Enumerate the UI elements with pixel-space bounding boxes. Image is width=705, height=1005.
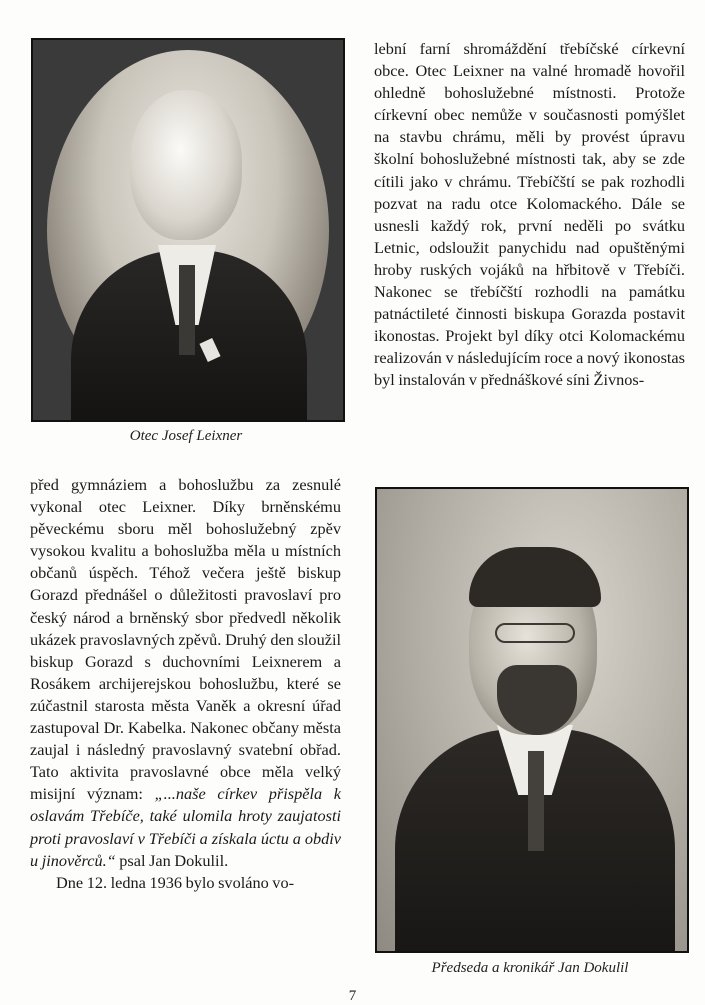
paragraph-next: Dne 12. ledna 1936 bylo svoláno vo- xyxy=(56,872,295,892)
portrait-photo-josef-leixner xyxy=(31,38,345,422)
text-column-left xyxy=(30,474,341,894)
portrait-head xyxy=(130,90,242,240)
text-column-right xyxy=(374,38,685,392)
portrait-tie xyxy=(528,751,544,851)
paragraph-left xyxy=(30,474,341,872)
portrait-tie xyxy=(179,265,195,355)
portrait-photo-jan-dokulil xyxy=(375,487,689,953)
page-number: 7 xyxy=(348,988,357,1004)
paragraph-right-top: lební farní shromáždění třebíčské církevní obce. Otec Leixner na valné hromadě hovořil ohledně bohoslužebné místnosti. Protože církevní obec nemůže v současnosti pomýšlet na stavbu chrámu, měli by provést úpravu školní bohoslužebné místnosti tak, aby se zde cítili jako v chrámu. Třebíčští se pak rozhodli pozvat na radu otce Kolomackého. Dále se usnesli každý rok, první neděli po svátku Letnic, odsloužit panychidu nad opuštěnými hroby ruských vojáků na hřbitově v Třebíči. Nakonec se třebíčští rozhodli na památku patnáctileté činnosti biskupa Gorazda postavit ikonostas. Projekt byl díky otci Kolomackému realizován v následujícím roce a nový ikonostas byl instalován v přednáškové síni Živnos- xyxy=(374,39,685,390)
quote-attribution: psal Jan Dokulil. xyxy=(115,850,229,870)
paragraph-left-text: před gymnáziem a bohoslužbu za zesnulé vykonal otec Leixner. Díky brněnskému pěveckému sboru měl bohoslužebný zpěv vysokou kvalitu a bohoslužba měla u místních občanů úspěch. Téhož večera ještě biskup Gorazd přednášel o důležitosti pravoslaví pro český národ a brněnský sbor předvedl několik ukázek pravoslavných zpěvů. Druhý den sloužil biskup Gorazd s duchovními Leixnerem a Rosákem archijerejskou bohoslužbu, které se zúčastnil starosta města Vaněk a okresní úřad zastupoval Dr. Kabelka. Nakonec občany města zaujal i následný pravoslavný svatební obřad. Tato aktivita pravoslavné obce měla velký misijní význam: xyxy=(30,475,341,804)
dokulil-quote: „...naše církev přispěla k oslavám Třebíče, také ulomila hroty zaujatosti proti pravoslaví v Třebíči a získala úctu a obdiv u jinověrců.“ xyxy=(30,784,341,870)
photo-caption-left: Otec Josef Leixner xyxy=(129,428,243,444)
portrait-glasses xyxy=(495,623,575,643)
photo-caption-right: Předseda a kronikář Jan Dokulil xyxy=(431,960,629,976)
